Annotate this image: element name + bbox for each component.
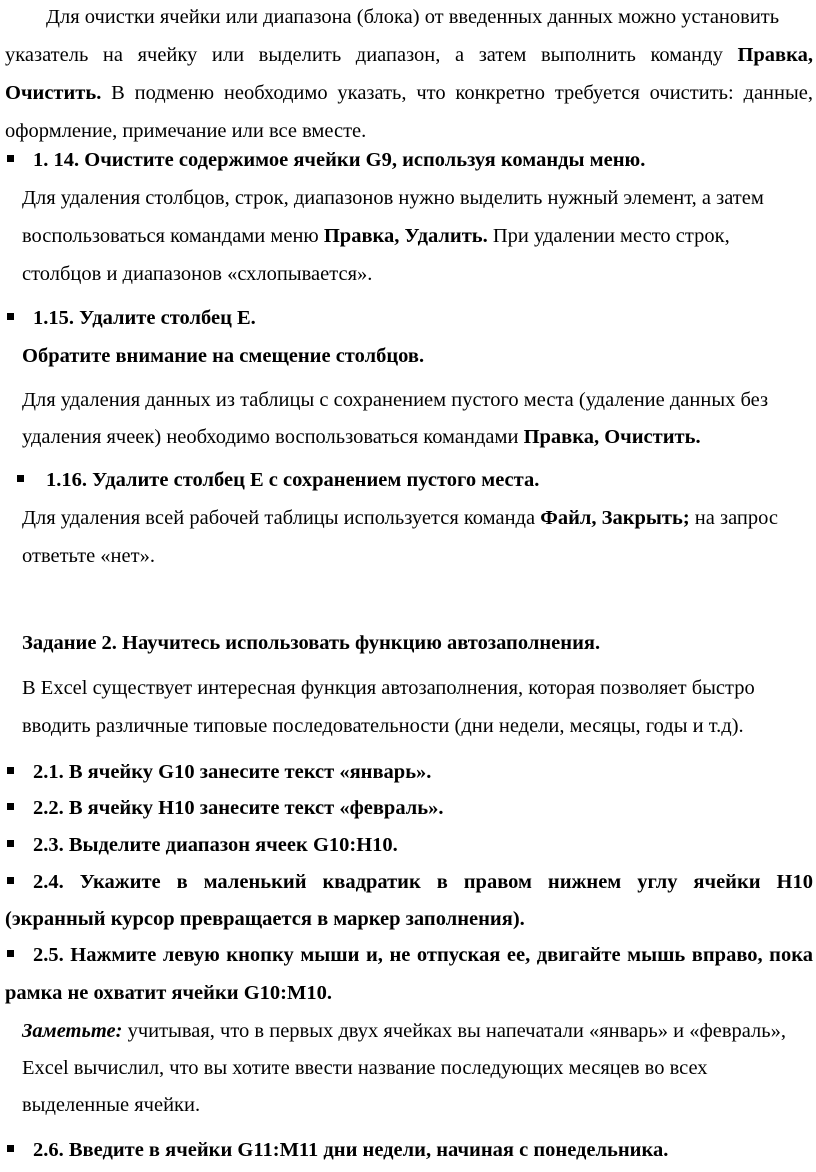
task-1-16-title: 1.16. Удалите столбец Е с сохранением пустого места. (46, 469, 540, 491)
step-2-6: 2.6. Введите в ячейки G11:M11 дни недели, начиная с понедельника. (33, 1139, 669, 1161)
task-1-15-note: Обратите внимание на смещение столбцов. (22, 345, 425, 367)
step-2-2: 2.2. В ячейку H10 занесите текст «февраль». (33, 797, 444, 819)
task-1-14-para-3: столбцов и диапазонов «схлопывается». (22, 263, 373, 285)
task-2-heading: Задание 2. Научитесь использовать функцию автозаполнения. (22, 632, 601, 654)
bullet-icon (7, 950, 14, 957)
intro-line-4: оформление, примечание или все вместе. (5, 120, 367, 142)
task-1-15-title: 1.15. Удалите столбец Е. (33, 307, 256, 329)
bullet-icon (7, 767, 14, 774)
bullet-icon (7, 313, 14, 320)
task-1-14-title: 1. 14. Очистите содержимое ячейки G9, используя команды меню. (33, 149, 646, 171)
step-2-3: 2.3. Выделите диапазон ячеек G10:H10. (33, 834, 398, 856)
remark-line-2: Excel вычислил, что вы хотите ввести название последующих месяцев во всех (22, 1057, 708, 1079)
intro-line-2: указатель на ячейку или выделить диапазон, а затем выполнить команду Правка, (5, 44, 813, 66)
bullet-icon (7, 877, 14, 884)
task-2-para-1: В Excel существует интересная функция автозаполнения, которая позволяет быстро (22, 677, 755, 699)
task-1-15-para-1: Для удаления данных из таблицы с сохранением пустого места (удаление данных без (22, 389, 769, 411)
bullet-icon (7, 1145, 14, 1152)
task-1-14-para-2: воспользоваться командами меню Правка, Удалить. При удалении место строк, (22, 225, 730, 247)
intro-line-3: Очистить. В подменю необходимо указать, что конкретно требуется очистить: данные, (5, 82, 813, 104)
remark-line-1: Заметьте: учитывая, что в первых двух ячейках вы напечатали «январь» и «февраль», (22, 1020, 786, 1042)
task-1-14-para-1: Для удаления столбцов, строк, диапазонов нужно выделить нужный элемент, а затем (22, 187, 764, 209)
task-1-16-para-1: Для удаления всей рабочей таблицы используется команда Файл, Закрыть; на запрос (22, 507, 778, 529)
bullet-icon (7, 840, 14, 847)
bullet-icon (7, 803, 14, 810)
bullet-icon (17, 475, 24, 482)
bullet-icon (7, 155, 14, 162)
step-2-4-line-1: 2.4. Укажите в маленький квадратик в правом нижнем углу ячейки H10 (33, 871, 813, 893)
task-1-15-para-2: удаления ячеек) необходимо воспользоваться командами Правка, Очистить. (22, 426, 701, 448)
step-2-1: 2.1. В ячейку G10 занесите текст «январь». (33, 761, 432, 783)
step-2-5-line-1: 2.5. Нажмите левую кнопку мыши и, не отпуская ее, двигайте мышь вправо, пока (33, 944, 813, 966)
step-2-4-line-2: (экранный курсор превращается в маркер заполнения). (5, 908, 525, 930)
remark-line-3: выделенные ячейки. (22, 1094, 201, 1116)
step-2-5-line-2: рамка не охватит ячейки G10:M10. (5, 982, 332, 1004)
task-1-16-para-2: ответьте «нет». (22, 545, 155, 567)
task-2-para-2: вводить различные типовые последовательности (дни недели, месяцы, годы и т.д). (22, 715, 744, 737)
intro-line-1: Для очистки ячейки или диапазона (блока) от введенных данных можно установить (46, 6, 780, 28)
